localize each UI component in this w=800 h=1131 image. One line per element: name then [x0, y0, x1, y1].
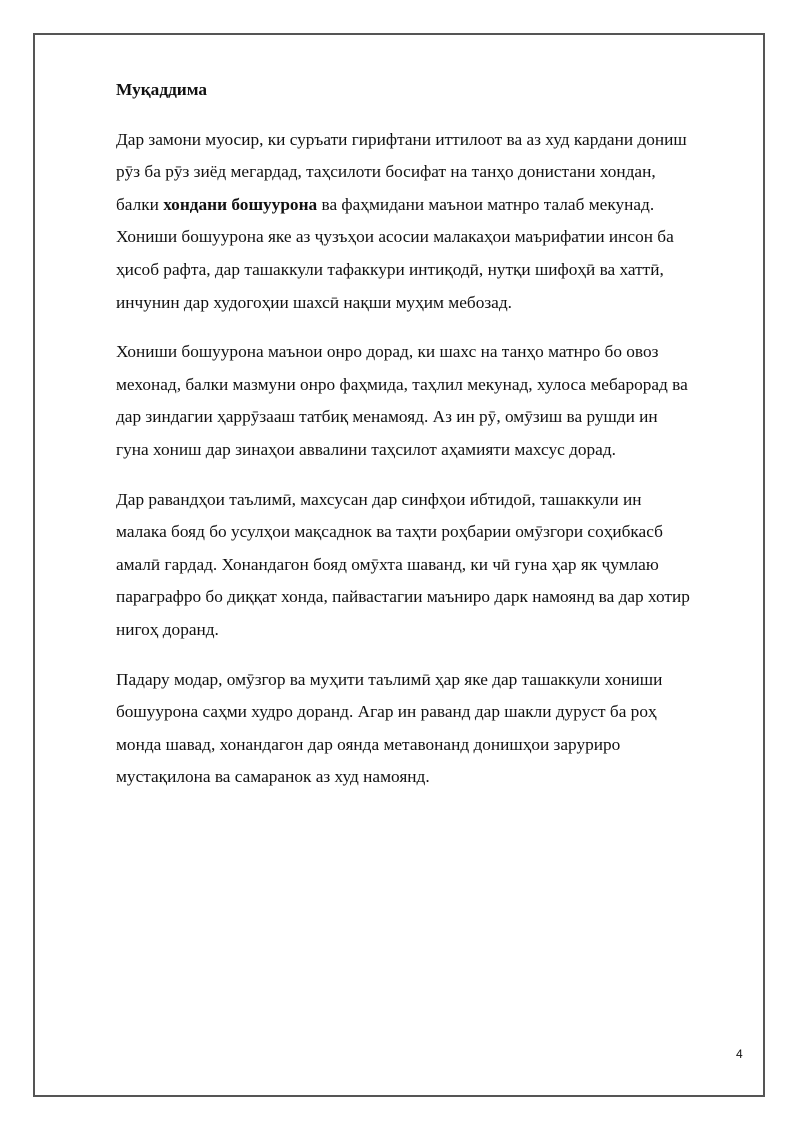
text-line-with-emphasis [116, 189, 746, 222]
text-line: Хониши бошуурона маънои онро дорад, ки шахс на танҳо матнро бо овоз [116, 342, 659, 362]
text-line: амалӣ гардад. Хонандагон бояд омӯхта шаванд, ки чӣ гуна ҳар як ҷумлаю [116, 554, 659, 574]
paragraph-1 [116, 124, 746, 320]
text-line: монда шавад, хонандагон дар оянда метавонанд донишҳои заруриро [116, 734, 621, 754]
text-line: параграфро бо диққат хонда, пайвастагии маъниро дарк намоянд ва дар хотир [116, 587, 690, 607]
text-line: мустақилона ва самаранок аз худ намоянд. [116, 767, 430, 787]
text-segment: ва фаҳмидани маънои матнро талаб мекунад. [317, 194, 655, 214]
section-heading: Муқаддима [116, 80, 208, 99]
text-line: Хониши бошуурона яке аз ҷузъҳои асосии малакаҳои маърифатии инсон ба [116, 227, 674, 247]
text-line: Дар равандҳои таълимӣ, махсусан дар синфҳои ибтидоӣ, ташаккули ин [116, 489, 642, 509]
text-line: инчунин дар худогоҳии шахсӣ нақши муҳим мебозад. [116, 292, 512, 312]
text-line: гуна хониш дар зинаҳои аввалини таҳсилот аҳамияти махсус дорад. [116, 439, 616, 459]
paragraph-4 [116, 664, 746, 794]
paragraph-3 [116, 484, 746, 647]
text-line: малака бояд бо усулҳои мақсаднок ва таҳти роҳбарии омӯзгори соҳибкасб [116, 522, 663, 542]
bold-term: хондани бошуурона [163, 194, 318, 214]
text-line: бошуурона саҳми худро доранд. Агар ин раванд дар шакли дуруст ба роҳ [116, 702, 657, 722]
text-line: дар зиндагии ҳаррӯзааш татбиқ менамояд. Аз ин рӯ, омӯзиш ва рушди ин [116, 407, 658, 427]
text-line: нигоҳ доранд. [116, 619, 219, 639]
text-line: мехонад, балки мазмуни онро фаҳмида, таҳлил мекунад, хулоса мебарорад ва [116, 374, 688, 394]
text-segment: балки [116, 194, 164, 214]
document-body [116, 74, 746, 811]
text-line: Дар замони муосир, ки суръати гирифтани иттилоот ва аз худ кардани дониш [116, 129, 687, 149]
paragraph-2 [116, 336, 746, 466]
page-number: 4 [736, 1047, 743, 1061]
text-line: рӯз ба рӯз зиёд мегардад, таҳсилоти босифат на танҳо донистани хондан, [116, 162, 656, 182]
text-line: Падару модар, омӯзгор ва муҳити таълимӣ ҳар яке дар ташаккули хониши [116, 669, 663, 689]
text-line: ҳисоб рафта, дар ташаккули тафаккури интиқодӣ, нутқи шифоҳӣ ва хаттӣ, [116, 259, 664, 279]
